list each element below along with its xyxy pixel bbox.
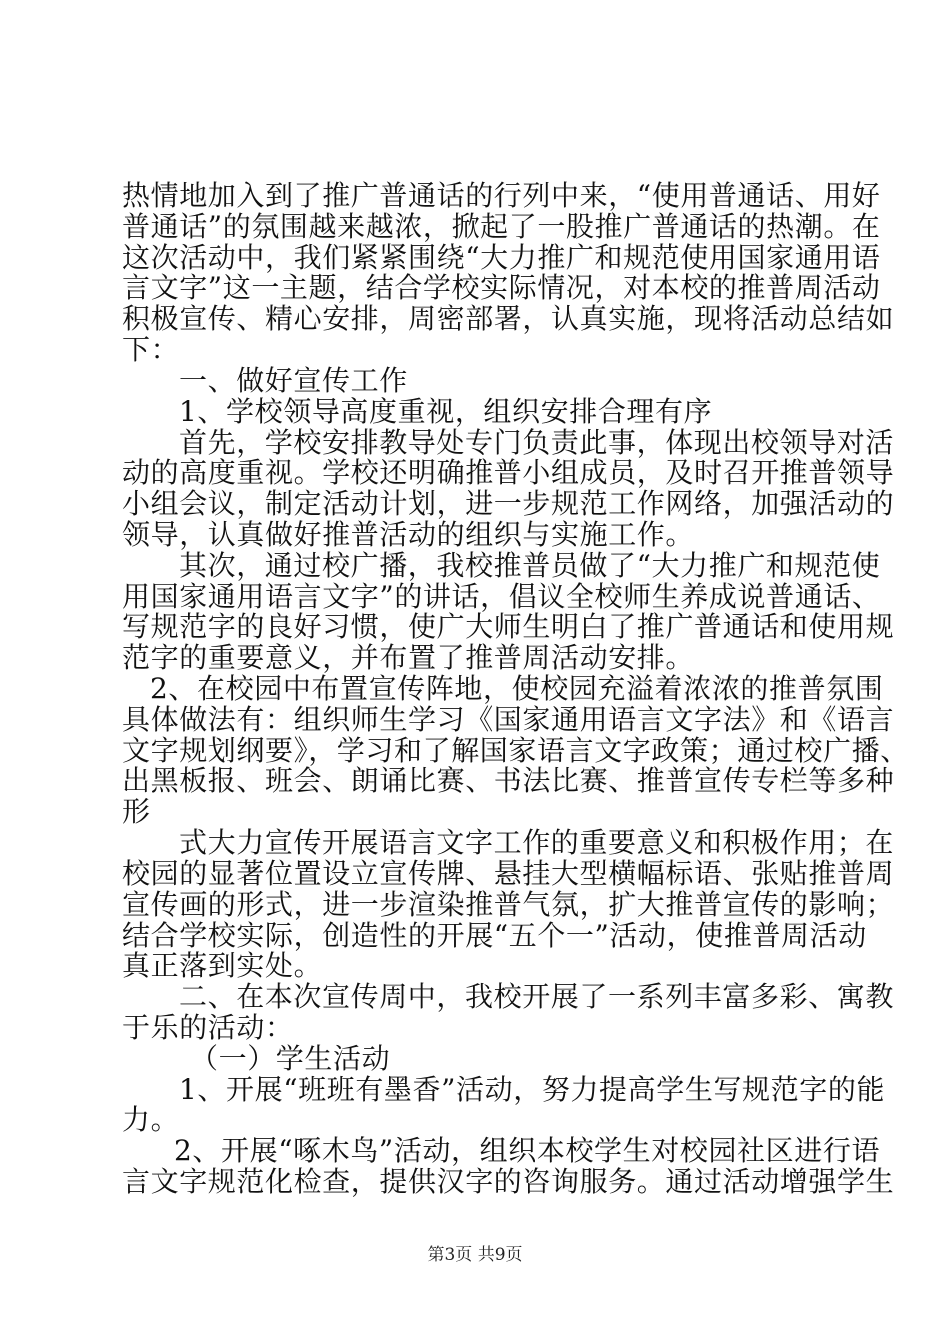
text-line-33: 言文字规范化检查，提供汉字的咨询服务。通过活动增强学生 [122, 1165, 895, 1198]
text-line-24: 宣传画的形式，进一步渲染推普气氛，扩大推普宣传的影响； [122, 888, 895, 921]
text-line-15: 写规范字的良好习惯，使广大师生明白了推广普通话和使用规 [122, 610, 895, 643]
text-line-28: 于乐的活动： [122, 1011, 294, 1044]
text-line-2: 普通话”的氛围越来越浓，掀起了一股推广普通话的热潮。在 [122, 210, 881, 243]
text-line-26: 真正落到实处。 [122, 949, 323, 982]
text-line-8: 1、学校领导高度重视，组织安排合理有序 [179, 395, 713, 428]
text-line-4: 言文字”这一主题，结合学校实际情况，对本校的推普周活动 [122, 271, 881, 304]
text-line-29: （一）学生活动 [190, 1042, 391, 1075]
page-number-footer: 第3页 共9页 [427, 1245, 523, 1265]
text-line-22: 式大力宣传开展语言文字工作的重要意义和积极作用；在 [179, 826, 895, 859]
text-line-16: 范字的重要意义，并布置了推普周活动安排。 [122, 641, 695, 674]
text-line-19: 文字规划纲要》，学习和了解国家语言文字政策；通过校广播、 [122, 734, 909, 767]
text-line-13: 其次，通过校广播，我校推普员做了“大力推广和规范使 [179, 549, 881, 582]
text-line-21: 形 [122, 795, 151, 828]
text-line-18: 具体做法有：组织师生学习《国家通用语言文字法》和《语言 [122, 703, 895, 736]
text-line-30: 1、开展“班班有墨香”活动，努力提高学生写规范字的能 [179, 1073, 886, 1106]
text-line-9: 首先，学校安排教导处专门负责此事，体现出校领导对活 [179, 426, 895, 459]
text-line-11: 小组会议，制定活动计划，进一步规范工作网络，加强活动的 [122, 487, 895, 520]
text-line-7: 一、做好宣传工作 [179, 364, 408, 397]
text-line-3: 这次活动中，我们紧紧围绕“大力推广和规范使用国家通用语 [122, 241, 881, 274]
text-line-14: 用国家通用语言文字”的讲话，倡议全校师生养成说普通话、 [122, 580, 881, 613]
text-line-31: 力。 [122, 1103, 180, 1136]
text-line-23: 校园的显著位置设立宣传牌、悬挂大型横幅标语、张贴推普周 [122, 857, 895, 890]
text-line-10: 动的高度重视。学校还明确推普小组成员，及时召开推普领导 [122, 456, 895, 489]
text-line-12: 领导，认真做好推普活动的组织与实施工作。 [122, 518, 695, 551]
text-line-6: 下： [122, 333, 180, 366]
text-line-27: 二、在本次宣传周中，我校开展了一系列丰富多彩、寓教 [179, 980, 895, 1013]
text-line-32: 2、开展“啄木鸟”活动，组织本校学生对校园社区进行语 [174, 1134, 881, 1167]
text-line-20: 出黑板报、班会、朗诵比赛、书法比赛、推普宣传专栏等多种 [122, 764, 895, 797]
text-line-25: 结合学校实际，创造性的开展“五个一”活动，使推普周活动 [122, 919, 867, 952]
text-line-1: 热情地加入到了推广普通话的行列中来，“使用普通话、用好 [122, 179, 881, 212]
text-line-17: 2、在校园中布置宣传阵地，使校园充溢着浓浓的推普氛围 [150, 672, 884, 705]
text-line-5: 积极宣传、精心安排，周密部署，认真实施，现将活动总结如 [122, 302, 895, 335]
